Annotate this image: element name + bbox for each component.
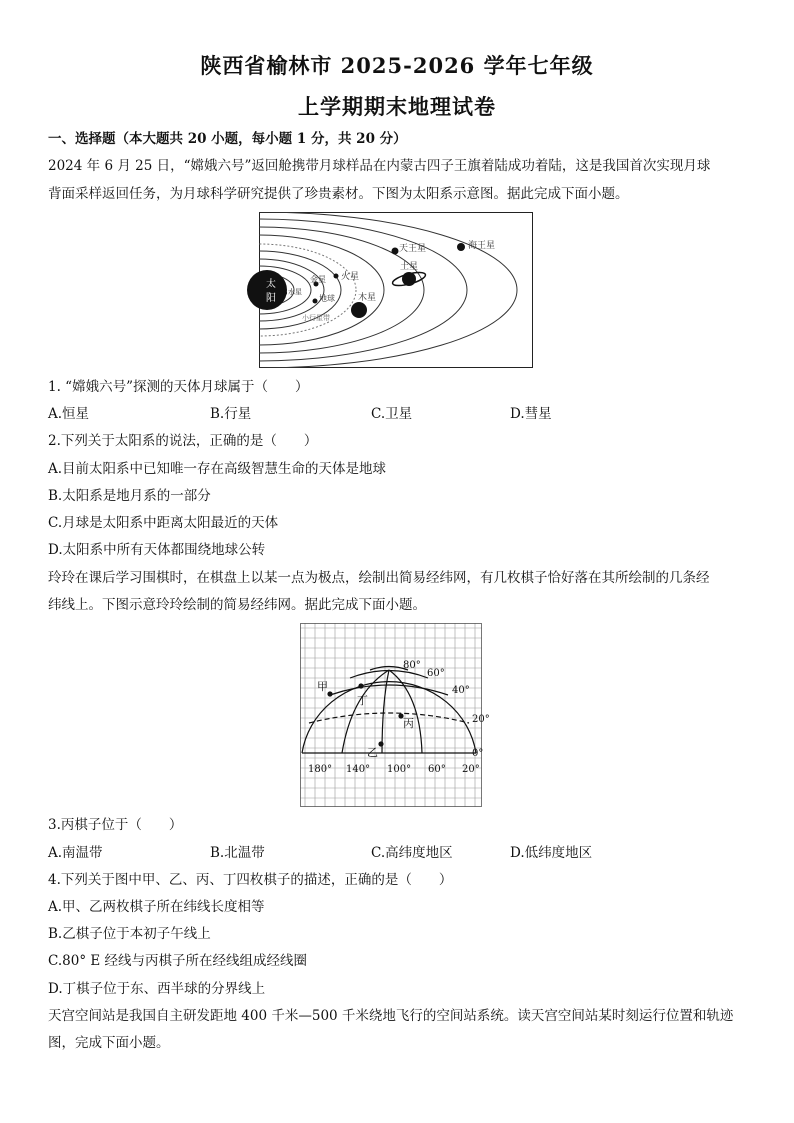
question-1-option-c[interactable]: C.卫星 <box>371 406 413 422</box>
planet-mars <box>334 274 339 279</box>
planet-label-uranus: 天王星 <box>399 244 427 254</box>
passage-3-line-1: 天宫空间站是我国自主研发距地 400 千米—500 千米绕地飞行的空间站系统。读天宫空间站某时刻运行位置和轨迹 <box>48 1008 734 1024</box>
piece-label-jia: 甲 <box>317 680 328 693</box>
planet-saturn <box>402 272 416 286</box>
passage-2-line-1: 玲玲在课后学习围棋时，在棋盘上以某一点为极点，绘制出简易经纬网，有几枚棋子恰好落在其所绘制的几条经 <box>48 570 710 586</box>
section-heading: 一、选择题（本大题共 20 小题，每小题 1 分，共 20 分） <box>48 131 407 147</box>
question-3-option-c[interactable]: C.高纬度地区 <box>371 845 453 861</box>
lat-label-0: 0° <box>472 748 484 759</box>
exam-title-line-1: 陕西省榆林市 2025-2026 学年七年级 <box>200 53 594 78</box>
sun <box>247 270 287 310</box>
question-3-stem: 3.丙棋子位于（ ） <box>48 817 183 833</box>
question-3-option-d[interactable]: D.低纬度地区 <box>510 845 593 861</box>
question-2-option-c[interactable]: C.月球是太阳系中距离太阳最近的天体 <box>48 515 279 531</box>
sun-label-1: 太 <box>266 279 276 290</box>
asteroid-belt-label: 小行星带 <box>302 314 330 322</box>
question-2-option-d[interactable]: D.太阳系中所有天体都围绕地球公转 <box>48 542 266 558</box>
solar-system-figure <box>259 212 533 368</box>
question-1-option-a[interactable]: A.恒星 <box>48 406 90 422</box>
planet-label-mars: 火星 <box>341 272 360 282</box>
planet-label-jupiter: 木星 <box>358 293 377 303</box>
exam-title-line-2: 上学期期末地理试卷 <box>298 94 496 119</box>
question-2-option-b[interactable]: B.太阳系是地月系的一部分 <box>48 488 211 504</box>
piece-label-ding: 丁 <box>357 694 368 707</box>
piece-yi <box>378 741 383 746</box>
planet-label-venus: 金星 <box>310 275 326 284</box>
question-2-stem: 2.下列关于太阳系的说法，正确的是（ ） <box>48 433 318 449</box>
lon-label-20: 20° <box>462 764 480 775</box>
lat-label-80: 80° <box>403 660 421 671</box>
piece-label-yi: 乙 <box>367 746 378 759</box>
question-4-option-b[interactable]: B.乙棋子位于本初子午线上 <box>48 926 211 942</box>
passage-1-line-2: 背面采样返回任务，为月球科学研究提供了珍贵素材。下图为太阳系示意图。据此完成下面小题。 <box>48 186 629 202</box>
passage-1-line-1: 2024 年 6 月 25 日，“嫦娥六号”返回舱携带月球样品在内蒙古四子王旗着陆成功着陆，这是我国首次实现月球 <box>48 158 711 174</box>
question-1-stem: 1. “嫦娥六号”探测的天体月球属于（ ） <box>48 379 309 395</box>
question-3-option-b[interactable]: B.北温带 <box>210 845 265 861</box>
lat-label-20: 20° <box>472 714 490 725</box>
question-3-option-a[interactable]: A.南温带 <box>48 845 103 861</box>
lat-label-40: 40° <box>452 685 470 696</box>
question-4-option-d[interactable]: D.丁棋子位于东、西半球的分界线上 <box>48 981 266 997</box>
question-1-option-b[interactable]: B.行星 <box>210 406 252 422</box>
question-4-stem: 4.下列关于图中甲、乙、丙、丁四枚棋子的描述，正确的是（ ） <box>48 872 453 888</box>
passage-3-line-2: 图，完成下面小题。 <box>48 1035 170 1051</box>
piece-ding <box>358 683 363 688</box>
graticule-figure <box>300 623 490 807</box>
lon-label-100: 100° <box>387 764 412 775</box>
planet-mercury <box>283 291 287 295</box>
planet-earth <box>313 299 318 304</box>
piece-jia <box>327 691 332 696</box>
question-4-option-a[interactable]: A.甲、乙两枚棋子所在纬线长度相等 <box>48 899 265 915</box>
lon-label-140: 140° <box>346 764 371 775</box>
lat-label-60: 60° <box>427 668 445 679</box>
planet-neptune <box>457 243 465 251</box>
planet-uranus <box>392 248 399 255</box>
sun-label-2: 阳 <box>266 293 276 304</box>
lon-label-60: 60° <box>428 764 446 775</box>
question-2-option-a[interactable]: A.目前太阳系中已知唯一存在高级智慧生命的天体是地球 <box>48 461 387 477</box>
passage-2-line-2: 纬线上。下图示意玲玲绘制的简易经纬网。据此完成下面小题。 <box>48 597 426 613</box>
piece-label-bing: 丙 <box>403 717 414 730</box>
lon-label-180: 180° <box>308 764 333 775</box>
question-1-option-d[interactable]: D.彗星 <box>510 406 552 422</box>
planet-label-earth: 地球 <box>319 294 335 303</box>
planet-label-saturn: 土星 <box>400 262 419 272</box>
question-4-option-c[interactable]: C.80° E 经线与丙棋子所在经线组成经线圈 <box>48 953 308 969</box>
planet-label-mercury: 水星 <box>288 288 302 296</box>
planet-label-neptune: 海王星 <box>468 241 496 251</box>
planet-jupiter <box>351 302 367 318</box>
